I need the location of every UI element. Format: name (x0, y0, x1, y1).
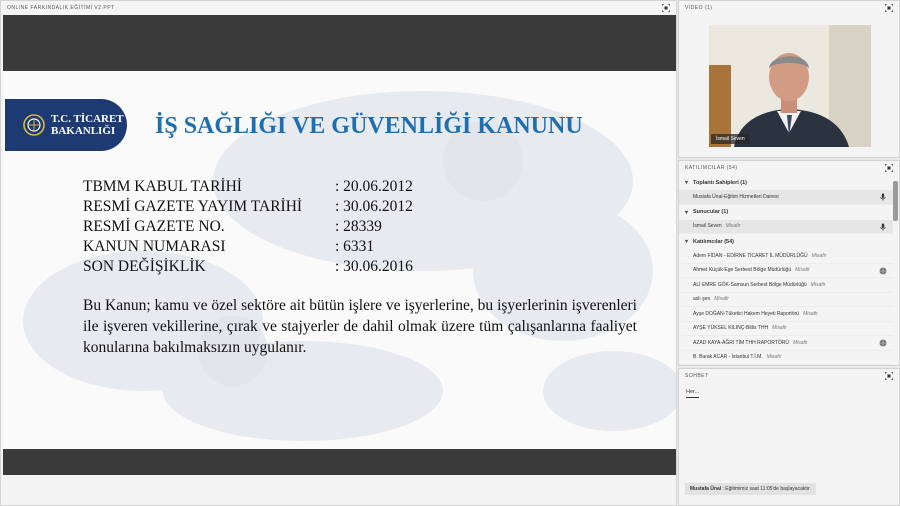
fact-label: SON DEĞİŞİKLİK (83, 258, 206, 275)
fact-value: : 30.06.2016 (335, 258, 413, 275)
attendees-pod (678, 160, 900, 366)
fact-row (83, 177, 413, 197)
attendees-pod-title: KATILIMCILAR (54) (685, 165, 738, 171)
chat-pod (678, 368, 900, 506)
video-feed[interactable] (709, 25, 871, 147)
logo-line-2: BAKANLIĞI (51, 125, 116, 137)
presentation-slide (3, 71, 676, 449)
chevron-down-icon[interactable]: ▾ (685, 209, 689, 216)
globe-icon (879, 267, 887, 275)
list-item[interactable] (679, 322, 893, 337)
section-presenters[interactable] (679, 205, 893, 220)
attendee-list[interactable] (679, 175, 893, 365)
list-item[interactable] (679, 220, 893, 235)
attendee-role: Misafir (792, 339, 808, 346)
attendee-name: B. Burak ACAR - İstanbul T.İ.M. (693, 354, 763, 361)
law-facts (83, 177, 413, 277)
attendee-role: Misafir (766, 354, 782, 361)
attendee-name: aslı şen (693, 296, 711, 303)
attendee-role: Misafir (725, 223, 741, 230)
section-participants[interactable] (679, 234, 893, 249)
chat-pod-title: SOHBET (685, 373, 709, 379)
attendee-name: Ahmet Küçük-Ege Serbest Bölge Müdürlüğü (693, 267, 792, 274)
list-item[interactable] (679, 278, 893, 293)
fact-row (83, 257, 413, 277)
attendee-scrollbar[interactable] (893, 181, 898, 221)
chat-message (685, 483, 816, 495)
list-item[interactable] (679, 293, 893, 308)
fact-row (83, 197, 413, 217)
attendee-role: Misafir (810, 281, 826, 288)
speaker-video-image (709, 25, 871, 147)
pod-menu-icon[interactable] (885, 4, 893, 12)
attendees-pod-header (679, 161, 899, 175)
attendee-name: Ayşe DOĞAN-Tüketici Hakem Heyeti Raportörü (693, 310, 800, 317)
chevron-down-icon[interactable]: ▾ (685, 180, 689, 186)
ministry-logo-text (51, 113, 124, 137)
fact-label: RESMİ GAZETE YAYIM TARİHİ (83, 198, 303, 215)
attendee-name: AYŞE YÜKSEL KILINÇ-Bitlis THH (693, 325, 769, 332)
chat-message-author: Mustafa Ünal (690, 486, 722, 492)
attendee-name: ALİ EMRE GÖK-Samsun Serbest Bölge Müdürlüğü (693, 281, 807, 288)
section-label: Sunucular (1) (693, 209, 729, 215)
chevron-down-icon[interactable]: ▾ (685, 239, 689, 245)
list-item[interactable] (679, 249, 893, 264)
logo-line-1: T.C. TİCARET (51, 113, 124, 125)
pod-menu-icon[interactable] (885, 372, 893, 380)
video-pod-title: VİDEO (1) (685, 5, 713, 11)
microphone-icon[interactable] (879, 193, 887, 201)
fact-value: : 28339 (335, 218, 382, 235)
attendee-name: Adem FİDAN - EDİRNE TİCARET İL MÜDÜRLÜĞÜ (693, 252, 808, 259)
microphone-icon[interactable] (879, 223, 887, 231)
ministry-logo (5, 99, 127, 151)
share-pod-header (1, 1, 676, 15)
list-item[interactable] (679, 351, 893, 366)
section-label: Toplantı Sahipleri (1) (693, 179, 748, 186)
video-pod-header (679, 1, 899, 15)
ministry-emblem-icon (23, 114, 45, 136)
fact-row (83, 237, 413, 257)
attendee-role: Misafir (803, 310, 818, 317)
pod-menu-icon[interactable] (662, 4, 670, 12)
chat-tab-everyone[interactable]: Her... (686, 389, 699, 398)
globe-icon (879, 339, 887, 347)
fact-value: : 6331 (335, 238, 375, 255)
fact-label: RESMİ GAZETE NO. (83, 218, 225, 235)
chat-message-text: : Eğitimimiz saat 11:05'de başlayacaktır. (722, 486, 811, 492)
list-item[interactable] (679, 264, 893, 279)
slide-viewport (3, 15, 676, 475)
attendee-name: AZAD KAYA-AĞRI TİM THH RAPORTÖRÜ (693, 339, 789, 346)
section-label: Katılımcılar (54) (693, 238, 734, 245)
list-item[interactable] (679, 307, 893, 322)
attendee-name: Mustafa Ünal-Eğitim Hizmetleri Dairesi (693, 193, 779, 200)
fact-value: : 30.06.2012 (335, 198, 413, 215)
slide-title: İŞ SAĞLIĞI VE GÜVENLİĞİ KANUNU (155, 113, 583, 139)
fact-value: : 20.06.2012 (335, 178, 413, 195)
fact-row (83, 217, 413, 237)
list-item[interactable] (679, 336, 893, 351)
slide-paragraph: Bu Kanun; kamu ve özel sektöre ait bütün işlere ve işyerlerine, bu işyerlerinin işverenleri ile işveren vekillerine, çırak ve stajyerler de dahil olmak üzere tüm çalışanlarına faaliyet konularına bakılmaksızın uygulanır. (83, 297, 637, 356)
chat-pod-header (679, 369, 899, 383)
attendee-name: İsmail Seven (693, 223, 722, 230)
video-name-tag: İsmail Seven (711, 134, 750, 144)
share-pod-title: ONLINE FARKINDALIK EĞİTİMİ V2.PPT (7, 5, 115, 11)
attendee-role: Misafir (772, 325, 787, 332)
fact-label: TBMM KABUL TARİHİ (83, 178, 242, 195)
list-item[interactable] (679, 190, 893, 205)
attendee-role: Misafir (795, 267, 810, 274)
attendee-role: Misafir (811, 252, 827, 259)
pod-menu-icon[interactable] (885, 164, 893, 172)
fact-label: KANUN NUMARASI (83, 238, 226, 255)
video-pod (678, 0, 900, 158)
attendee-role: Misafir (714, 296, 729, 303)
section-hosts[interactable] (679, 175, 893, 190)
